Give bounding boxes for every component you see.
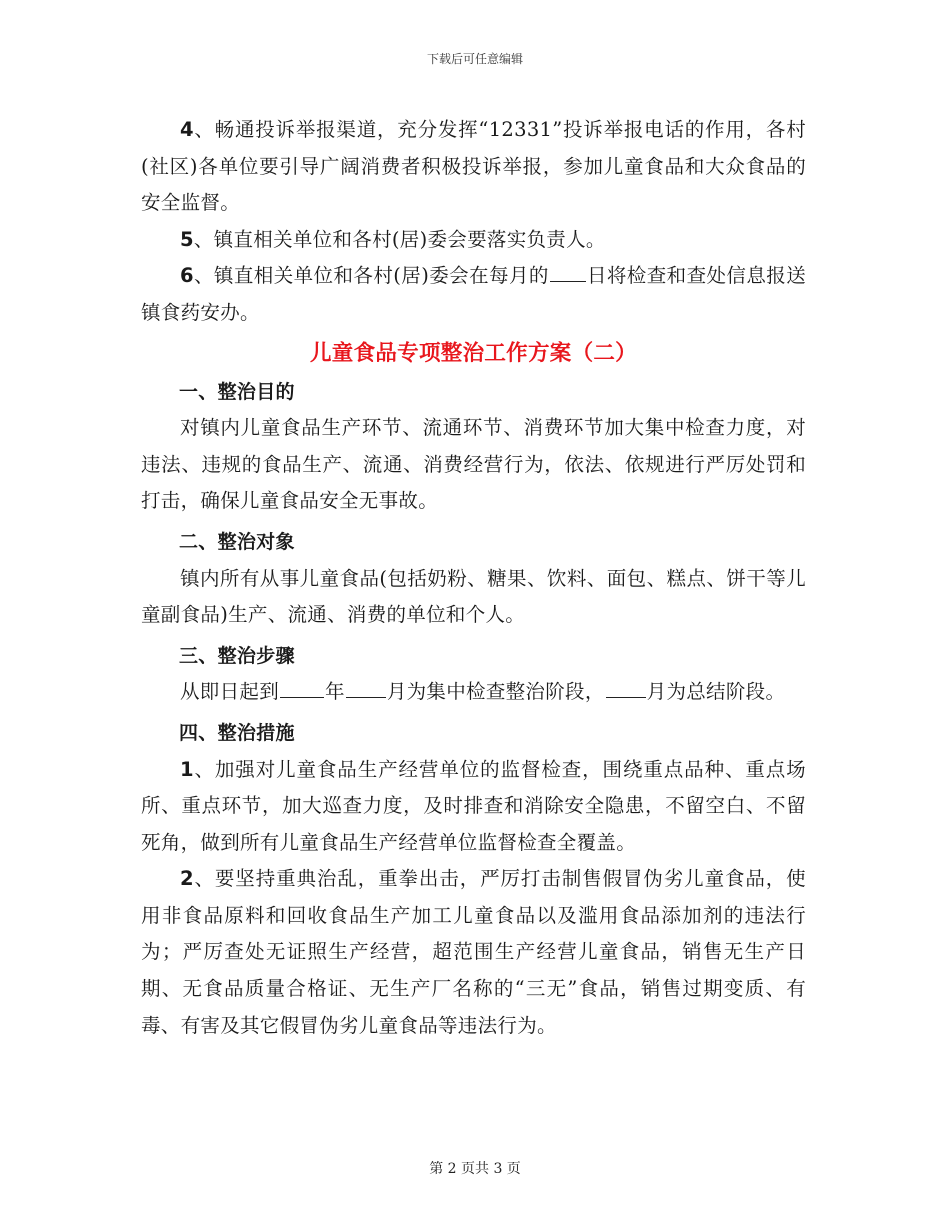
section-body-purpose: 对镇内儿童食品生产环节、流通环节、消费环节加大集中检查力度，对违法、违规的食品生产、流通、消费经营行为，依法、依规进行严厉处罚和打击，确保儿童食品安全无事故。 [141,416,806,513]
measure-item-1 [141,752,806,862]
paragraph-text: 、镇直相关单位和各村(居)委会要落实负责人。 [193,227,606,251]
paragraph-text: 、畅通投诉举报渠道，充分发挥“12331”投诉举报电话的作用，各村(社区)各单位要引导广阔消费者积极投诉举报，参加儿童食品和大众食品的安全监督。 [141,118,806,215]
page-footer: 第 2 页共 3 页 [429,1161,521,1177]
paragraph-item-6 [141,258,806,331]
section-body-steps [141,674,806,711]
document-body [141,112,806,1044]
item-number: 2 [180,867,194,891]
item-number: 6 [180,264,194,288]
fill-in-blank [606,677,646,698]
paragraph-text: 月为总结阶段。 [646,680,786,704]
paragraph-text: 、加强对儿童食品生产经营单位的监督检查，围绕重点品种、重点场所、重点环节，加大巡查力度，及时排查和消除安全隐患，不留空白、不留死角，做到所有儿童食品生产经营单位监督检查全覆盖。 [141,757,806,854]
paragraph-item-5 [141,222,806,259]
fill-in-blank [346,677,386,698]
document-title: 儿童食品专项整治工作方案（二） [309,340,637,366]
page-header: 下载后可任意编辑 [426,52,523,66]
section-heading-targets: 二、整治对象 [179,530,295,553]
section-heading-steps: 三、整治步骤 [179,644,295,667]
paragraph-text: 日将检查和查处信息报送镇食药安办。 [141,264,806,324]
section-heading-measures: 四、整治措施 [179,721,295,744]
paragraph-text: 年 [325,680,345,704]
paragraph-item-4 [141,112,806,222]
item-number: 5 [180,227,194,251]
fill-in-blank [280,677,324,698]
fill-in-blank [550,261,586,282]
measure-item-2 [141,861,806,1044]
item-number: 1 [180,757,194,781]
paragraph-text: 月为集中检查整治阶段， [386,680,605,704]
section-body-targets: 镇内所有从事儿童食品(包括奶粉、糖果、饮料、面包、糕点、饼干等儿童副食品)生产、流通、消费的单位和个人。 [141,566,806,627]
section-heading-purpose: 一、整治目的 [179,380,295,403]
paragraph-text: 从即日起到 [180,680,280,704]
paragraph-text: 、镇直相关单位和各村(居)委会在每月的 [193,264,549,288]
paragraph-text: 、要坚持重典治乱，重拳出击，严厉打击制售假冒伪劣儿童食品，使用非食品原料和回收食品生产加工儿童食品以及滥用食品添加剂的违法行为；严厉查处无证照生产经营，超范围生产经营儿童食品，销售无生产日期、无食品质量合格证、无生产厂名称的“三无”食品，销售过期变质、有毒、有害及其它假冒伪劣儿童食品等违法行为。 [141,867,806,1037]
item-number: 4 [180,118,194,141]
